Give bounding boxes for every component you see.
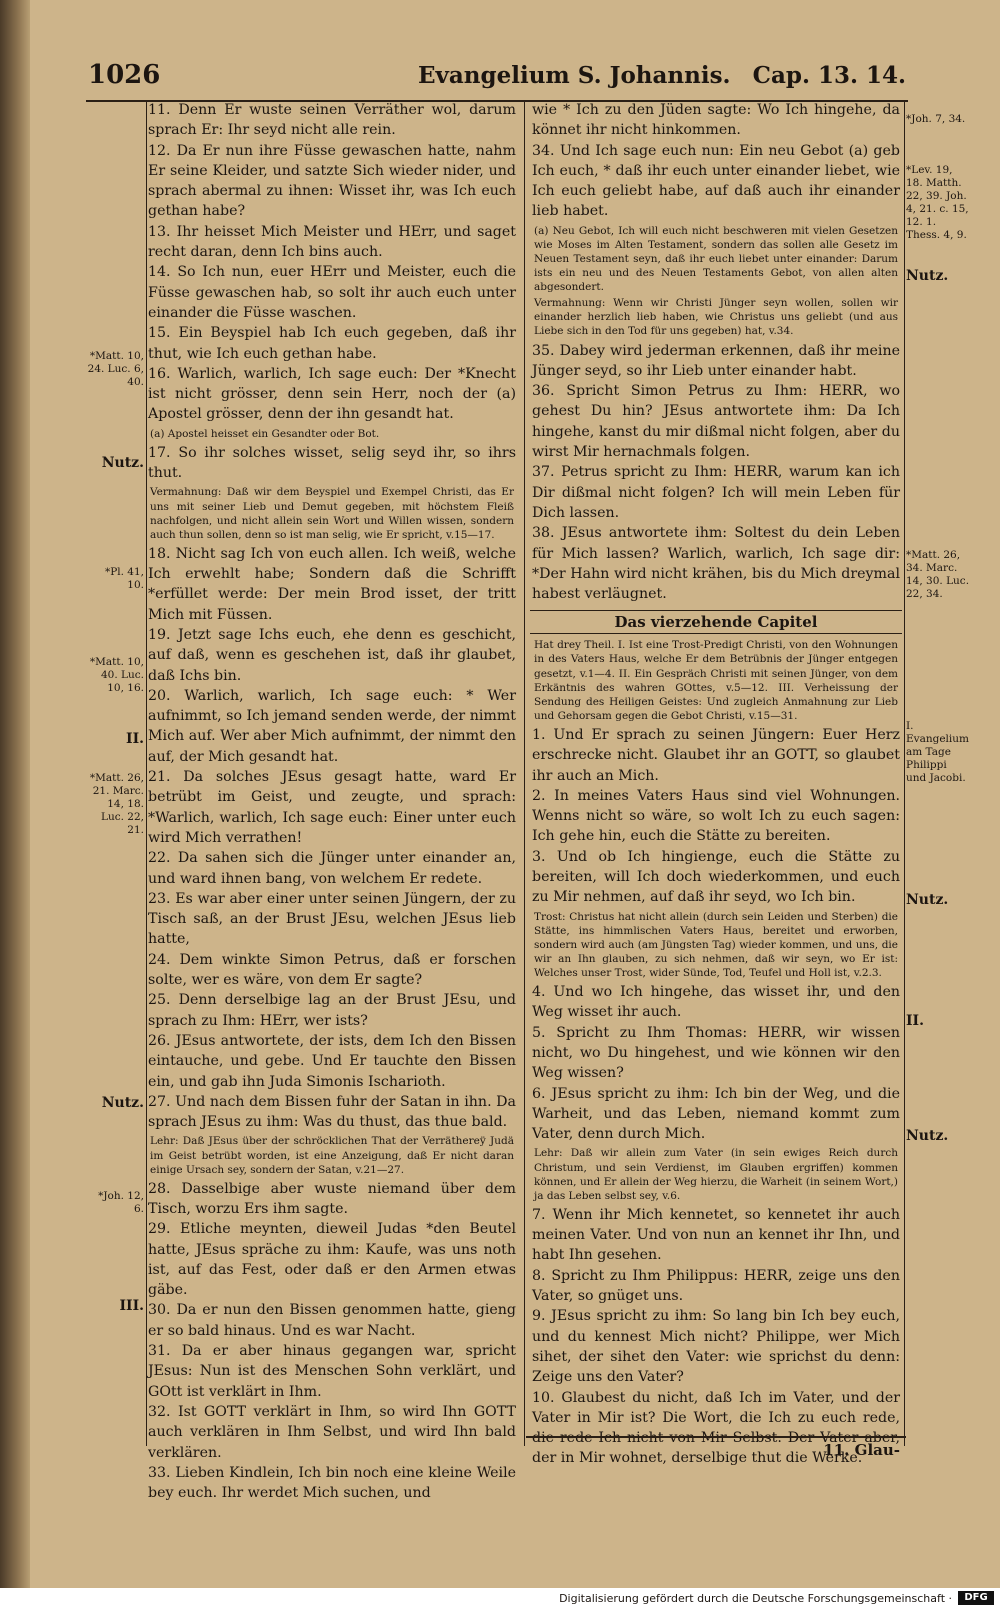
verse: 3. Und ob Ich hingienge, euch die Stätte zu bereiten, will Ich doch wiederkommen, und euch zu Mir nehmen, auf daß ihr seyd, wo Ich bin. bbox=[532, 848, 900, 906]
chapter-heading: Das vierzehende Capitel bbox=[530, 610, 902, 634]
gloss-lehr: Lehr: Daß wir allein zum Vater (in sein ewiges Reich durch Christum, und sein Verdienst, im Glauben ergriffen) kommen können, und Er allein der Weg hierzu, die Warheit (in seinem Wort,) ja das Leben selbst sey, v.6. bbox=[534, 1147, 898, 1202]
chapter-reference: Cap. 13. 14. bbox=[752, 62, 906, 89]
verse: 30. Da er nun den Bissen genommen hatte, gieng er so bald hinaus. Und es war Nacht. bbox=[148, 1302, 516, 1339]
footnote: (a) Neu Gebot, Ich will euch nicht beschweren mit vielen Gesetzen wie Moses im Alten Testament, sondern das sollen alle Gesetz im Neuen Testament seyn, daß ihr euch liebet unter einander: Darum ists ein neu und des Neuen Testaments Gebot, von allen alten abgesondert. bbox=[534, 224, 898, 294]
verse: wie * Ich zu den Jüden sagte: Wo Ich hingehe, da könnet ihr nicht hinkommen. bbox=[532, 102, 900, 139]
verse: 35. Dabey wird jederman erkennen, daß ihr meine Jünger seyd, so ihr Lieb unter einander habt. bbox=[532, 342, 900, 379]
footer-bar bbox=[0, 1588, 1000, 1609]
gloss-vermahnung: Vermahnung: Daß wir dem Beyspiel und Exempel Christi, das Er uns mit seiner Lieb und Demut gegeben, mit höchstem Fleiß nachfolgen, und nicht allein sein Wort und Willen wissen, sondern auch thun sollen, denn so ist man selig, wie Er spricht, v.15—17. bbox=[150, 486, 514, 541]
verse: 2. In meines Vaters Haus sind viel Wohnungen. Wenns nicht so wäre, so wolt Ich zu euch sagen: Ich gehe hin, euch die Stätte zu bereiten. bbox=[532, 787, 900, 845]
verse: 24. Dem winkte Simon Petrus, daß er forschen solte, wer es wäre, von dem Er sagte? bbox=[148, 951, 516, 989]
verse: 6. JEsus spricht zu ihm: Ich bin der Weg, und die Warheit, und das Leben, niemand kommt zum Vater, denn durch Mich. bbox=[532, 1085, 900, 1143]
verse: 21. Da solches JEsus gesagt hatte, ward Er betrübt im Geist, und zeugte, und sprach: *Warlich, warlich, Ich sage euch: Einer unter euch wird Mich verrathen! bbox=[148, 769, 516, 846]
verse: 31. Da er aber hinaus gegangen war, spricht JEsus: Nun ist des Menschen Sohn verklärt, und GOtt ist verklärt in Ihm. bbox=[148, 1343, 516, 1400]
bottom-rule bbox=[526, 1436, 906, 1438]
margin-section-number: III. bbox=[119, 1298, 144, 1314]
footnote: (a) Apostel heisset ein Gesandter oder Bot. bbox=[150, 427, 380, 440]
margin-nutz-label: Nutz. bbox=[101, 455, 144, 471]
verse: 33. Lieben Kindlein, Ich bin noch eine kleine Weile bey euch. Ihr werdet Mich suchen, und bbox=[148, 1464, 516, 1502]
chapter-summary: Hat drey Theil. I. Ist eine Trost-Predigt Christi, von den Wohnungen in des Vaters Haus, welche Er dem Betrübnis der Jünger entgegen gesetzt, v.1—4. II. Ein Gespräch Christi mit seinen Jünger, von dem Erkäntnis des wahren GOttes, v.5—12. III. Verheissung der Sendung des Heiligen Geistes: Und zugleich Anmahnung zur Lieb und Gehorsam gegen die Gebot Christi, v.15—31. bbox=[534, 639, 898, 722]
verse: 8. Spricht zu Ihm Philippus: HERR, zeige uns den Vater, so gnüget uns. bbox=[532, 1267, 900, 1305]
column-divider bbox=[524, 100, 525, 1446]
gloss-lehr: Lehr: Daß JEsus über der schröcklichen That der Verräthereÿ Judä im Geist betrübt worden, ist eine Anzeigung, daß Er nicht daran einige Ursach sey, sondern der Satan, v.21—27. bbox=[150, 1135, 514, 1176]
verse: 32. Ist GOTT verklärt in Ihm, so wird Ihn GOTT auch verklären in Ihm Selbst, und wird Ihn bald verklären. bbox=[148, 1403, 516, 1461]
verse: 12. Da Er nun ihre Füsse gewaschen hatte, nahm Er seine Kleider, und satzte Sich wieder nider, und sprach abermal zu ihnen: Wisset ihr, was Ich euch gethan habe? bbox=[148, 142, 516, 220]
dfg-logo: DFG bbox=[958, 1591, 994, 1605]
verse: 5. Spricht zu Ihm Thomas: HERR, wir wissen nicht, wo Du hingehest, und wie können wir den Weg wissen? bbox=[532, 1024, 900, 1082]
margin-reference: *Joh. 7, 34. bbox=[906, 113, 966, 125]
margin-section-number: II. bbox=[906, 1013, 924, 1029]
verse: 11. Denn Er wuste seinen Verräther wol, darum sprach Er: Ihr seyd nicht alle rein. bbox=[148, 102, 516, 139]
margin-reference: *Lev. 19, 18. Matth. 22, 39. Joh. 4, 21. c. 15, 12. 1. Thess. 4, 9. bbox=[906, 164, 969, 241]
verse: 4. Und wo Ich hingehe, das wisset ihr, und den Weg wisset ihr auch. bbox=[532, 984, 900, 1021]
verse: 23. Es war aber einer unter seinen Jüngern, der zu Tisch saß, an der Brust JEsu, welchen JEsus lieb hatte, bbox=[148, 890, 516, 948]
verse: 22. Da sahen sich die Jünger unter einander an, und ward ihnen bang, von welchem Er redete. bbox=[148, 850, 516, 887]
verse: 17. So ihr solches wisset, selig seyd ihr, so ihrs thut. bbox=[148, 444, 516, 482]
margin-section-number: II. bbox=[126, 731, 144, 747]
margin-pericope-note: I. Evangelium am Tage Philippi und Jacobi. bbox=[906, 720, 969, 784]
right-margin-rule bbox=[904, 100, 905, 1446]
margin-reference: *Pl. 41, 10. bbox=[104, 566, 144, 591]
margin-nutz-label: Nutz. bbox=[101, 1095, 144, 1111]
verse: 27. Und nach dem Bissen fuhr der Satan in ihn. Da sprach JEsus zu ihm: Was du thust, das thue bald. bbox=[148, 1093, 516, 1131]
book-spine-edge bbox=[0, 0, 30, 1588]
verse: 36. Spricht Simon Petrus zu Ihm: HERR, wo gehest Du hin? JEsus antwortete ihm: Da Ich hingehe, kanst du mir dißmal nicht folgen, aber du wirst Mir hernachmals folgen. bbox=[532, 383, 900, 461]
catchword: 11. Glau- bbox=[823, 1441, 900, 1459]
verse: 10. Glaubest du nicht, daß Ich im Vater, und der Vater in Mir ist? Die Wort, die Ich zu euch rede, die rede Ich nicht von Mir Selbst. Der Vater aber, der in Mir wohnet, derselbige thut die Werke. bbox=[532, 1389, 900, 1467]
verse: 7. Wenn ihr Mich kennetet, so kennetet ihr auch meinen Vater. Und von nun an kennet ihr Ihn, und habt Ihn gesehen. bbox=[532, 1206, 900, 1264]
verse: 28. Dasselbige aber wuste niemand über dem Tisch, worzu Ers ihm sagte. bbox=[148, 1180, 516, 1217]
verse: 19. Jetzt sage Ichs euch, ehe denn es geschicht, auf daß, wenn es geschehen ist, daß ihr glaubet, daß Ichs bin. bbox=[148, 627, 516, 684]
margin-reference: *Matt. 26, 34. Marc. 14, 30. Luc. 22, 34. bbox=[906, 549, 970, 600]
verse: 26. JEsus antwortete, der ists, dem Ich den Bissen eintauche, und gebe. Und Er tauchte den Bissen ein, und gab ihn Juda Simonis Ischarioth. bbox=[148, 1032, 516, 1090]
margin-reference: *Matt. 10, 24. Luc. 6, 40. bbox=[87, 350, 144, 388]
verse: 16. Warlich, warlich, Ich sage euch: Der *Knecht ist nicht grösser, denn sein Herr, noch der (a) Apostel grösser, denn der ihn gesandt hat. bbox=[148, 365, 516, 423]
verse: 20. Warlich, warlich, Ich sage euch: * Wer aufnimmt, so Ich jemand senden werde, der nimmt Mich auf. Wer aber Mich aufnimmt, der nimmt den auf, der Mich gesandt hat. bbox=[148, 687, 516, 765]
running-header bbox=[88, 60, 906, 100]
margin-nutz-label: Nutz. bbox=[906, 892, 949, 908]
margin-reference: *Matt. 26, 21. Marc. 14, 18. Luc. 22, 21. bbox=[89, 772, 144, 836]
verse: 25. Denn derselbige lag an der Brust JEsu, und sprach zu Ihm: HErr, wer ists? bbox=[148, 992, 516, 1029]
verse: 13. Ihr heisset Mich Meister und HErr, und saget recht daran, denn Ich bins auch. bbox=[148, 223, 516, 261]
verse: 34. Und Ich sage euch nun: Ein neu Gebot (a) geb Ich euch, * daß ihr euch unter einander liebet, wie Ich euch geliebt habe, auf daß auch ihr einander lieb habet. bbox=[532, 142, 900, 220]
verse: 1. Und Er sprach zu seinen Jüngern: Euer Herz erschrecke nicht. Glaubet ihr an GOTT, so glaubet ihr auch an Mich. bbox=[532, 726, 900, 784]
page-number: 1026 bbox=[88, 60, 161, 90]
left-column bbox=[146, 100, 518, 1503]
verse: 9. JEsus spricht zu ihm: So lang bin Ich bey euch, und du kennest Mich nicht? Philippe, wer Mich sihet, der sihet den Vater: wie sprichst du denn: Zeige uns den Vater? bbox=[532, 1308, 900, 1386]
funding-notice: Digitalisierung gefördert durch die Deutsche Forschungsgemeinschaft · bbox=[559, 1592, 952, 1605]
margin-reference: *Joh. 12, 6. bbox=[98, 1190, 144, 1215]
verse: 29. Etliche meynten, dieweil Judas *den Beutel hatte, JEsus spräche zu ihm: Kaufe, was uns noth ist, auf das Fest, oder daß er den Armen etwas gäbe. bbox=[148, 1221, 516, 1299]
right-column bbox=[530, 100, 902, 1469]
margin-reference: *Matt. 10, 40. Luc. 10, 16. bbox=[89, 656, 144, 694]
gloss-vermahnung: Vermahnung: Wenn wir Christi Jünger seyn wollen, sollen wir einander herzlich lieb haben, wie Christus uns geliebt (und aus Liebe sich in den Tod für uns gegeben) hat, v.34. bbox=[534, 297, 898, 338]
verse: 14. So Ich nun, euer HErr und Meister, euch die Füsse gewaschen hab, so solt ihr auch euch unter einander die Füsse waschen. bbox=[148, 264, 516, 321]
gloss-trost: Trost: Christus hat nicht allein (durch sein Leiden und Sterben) die Stätte, ins himmlischen Vaters Haus, bereitet und erworben, sondern wird auch (am Jüngsten Tag) wieder kommen, und uns, die wir an Ihn glauben, zu sich nehmen, daß wir seyn, wo Er ist: Welches unser Trost, wider Sünde, Tod, Teufel und Holl ist, v.2.3. bbox=[534, 910, 898, 979]
verse: 37. Petrus spricht zu Ihm: HERR, warum kan ich Dir dißmal nicht folgen? Ich will mein Leben für Dich lassen. bbox=[532, 464, 900, 521]
running-title: Evangelium S. Johannis. bbox=[418, 62, 731, 89]
verse: 38. JEsus antwortete ihm: Soltest du dein Leben für Mich lassen? Warlich, warlich, Ich sage dir: *Der Hahn wird nicht krähen, bis du Mich dreymal habest verläugnet. bbox=[532, 525, 900, 603]
margin-nutz-label: Nutz. bbox=[906, 1128, 949, 1144]
verse: 15. Ein Beyspiel hab Ich euch gegeben, daß ihr thut, wie Ich euch gethan habe. bbox=[148, 325, 516, 362]
verse: 18. Nicht sag Ich von euch allen. Ich weiß, welche Ich erwehlt habe; Sondern daß die Schrifft *erfüllet werde: Der mein Brod isset, der tritt Mich mit Füssen. bbox=[148, 545, 516, 623]
margin-nutz-label: Nutz. bbox=[906, 268, 949, 284]
